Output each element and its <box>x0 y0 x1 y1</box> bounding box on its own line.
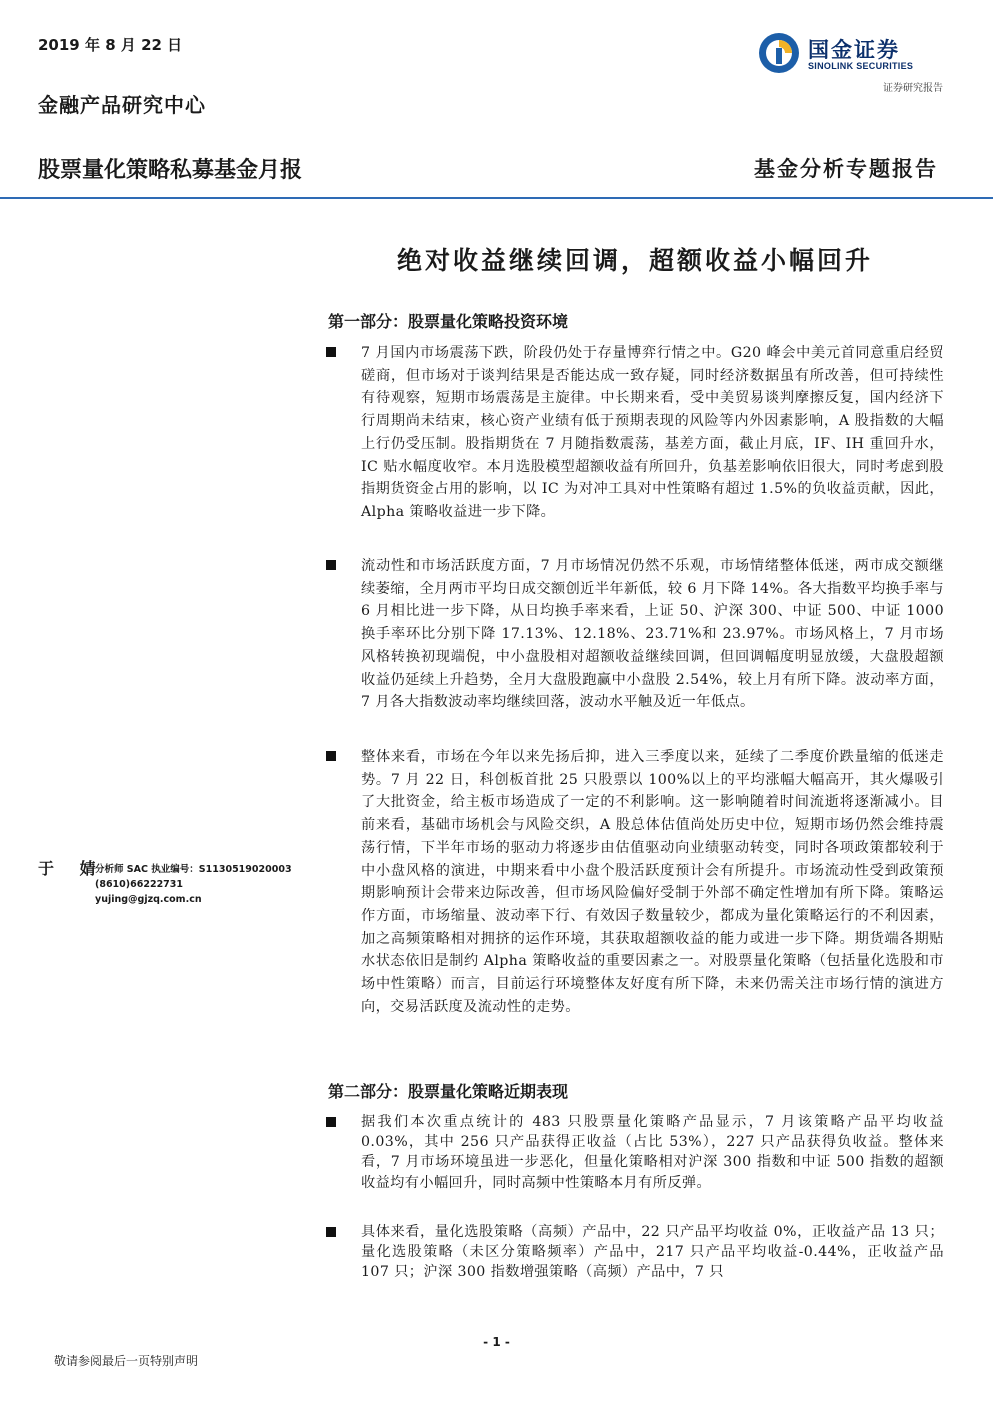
analyst-email: yujing@gjzq.com.cn <box>95 894 202 905</box>
bullet-square-icon <box>326 560 336 570</box>
paragraph-text: 7 月国内市场震荡下跌，阶段仍处于存量博弈行情之中。G20 峰会中美元首同意重启经贸磋商，但市场对于谈判结果是否能达成一致存疑，同时经济数据虽有所改善，但可持续性有待观察，短期市场震荡是主旋律。中长期来看，受中美贸易谈判摩擦反复，国内经济下行周期尚未结束，核心资产业绩有低于预期表现的风险等内外因素影响，A 股指数的大幅上行仍受压制。股指期货在 7 月随指数震荡，基差方面，截止月底，IF、IH 重回升水，IC 贴水幅度收窄。本月选股模型超额收益有所回升，负基差影响依旧很大，同时考虑到股指期货资金占用的影响，以 IC 为对冲工具对中性策略有超过 1.5%的负收益贡献，因此，Alpha 策略收益进一步下降。 <box>361 345 944 520</box>
paragraph-text: 据我们本次重点统计的 483 只股票量化策略产品显示，7 月该策略产品平均收益 0.03%，其中 256 只产品获得正收益（占比 53%），227 只产品获得负收益。整体来看，7 月市场环境虽进一步恶化，但量化策略相对沪深 300 指数和中证 500 指数的超额收益均有小幅回升，同时高频中性策略本月有所反弹。 <box>361 1114 944 1191</box>
report-date: 2019 年 8 月 22 日 <box>38 36 183 54</box>
report-type-label: 基金分析专题报告 <box>754 156 938 181</box>
analyst-phone: (8610)66222731 <box>95 879 184 890</box>
paragraph-text: 具体来看，量化选股策略（高频）产品中，22 只产品平均收益 0%，正收益产品 13 只；量化选股策略（未区分策略频率）产品中，217 只产品平均收益-0.44%，正收益产品 107 只；沪深 300 指数增强策略（高频）产品中，7 只 <box>361 1224 944 1281</box>
paragraph-text: 流动性和市场活跃度方面，7 月市场情况仍然不乐观，市场情绪整体低迷，两市成交额继续萎缩，全月两市平均日成交额创近半年新低，较 6 月下降 14%。各大指数平均换手率与 6 月相比进一步下降，从日均换手率来看，上证 50、沪深 300、中证 500、中证 1000 换手率环比分别下降 17.13%、12.18%、23.71%和 23.97%。市场风格上，7 月市场风格转换初现端倪，中小盘股相对超额收益继续回调，但回调幅度明显放缓，大盘股超额收益仍延续上升趋势，全月大盘股跑赢中小盘股 2.54%，较上月有所下降。波动率方面，7 月各大指数波动率均继续回落，波动水平触及近一年低点。 <box>361 558 944 711</box>
bullet-square-icon <box>326 751 336 761</box>
list-item <box>326 1112 944 1193</box>
disclaimer-note: 敬请参阅最后一页特别声明 <box>54 1354 199 1368</box>
list-item <box>326 746 944 1018</box>
page-number: - 1 - <box>483 1335 510 1349</box>
bullet-square-icon <box>326 1227 336 1237</box>
logo-chinese-name: 国金证券 <box>808 38 900 62</box>
bullet-square-icon <box>326 347 336 357</box>
bullet-square-icon <box>326 1117 336 1127</box>
research-center-name: 金融产品研究中心 <box>38 93 206 117</box>
list-item <box>326 1222 944 1283</box>
analyst-contact <box>95 862 292 907</box>
section-heading-part2: 第二部分：股票量化策略近期表现 <box>328 1082 569 1101</box>
report-headline: 绝对收益继续回调，超额收益小幅回升 <box>396 246 873 275</box>
logo-english-name: SINOLINK SECURITIES <box>808 61 914 71</box>
company-logo <box>758 32 948 76</box>
analyst-name: 于 婧 <box>38 859 106 878</box>
list-item <box>326 555 944 714</box>
list-item <box>326 342 944 524</box>
header-divider <box>0 197 993 199</box>
report-series-title: 股票量化策略私募基金月报 <box>38 158 303 183</box>
logo-mark-icon <box>758 32 800 74</box>
analyst-cert-number: 分析师 SAC 执业编号：S1130519020003 <box>95 864 292 875</box>
report-category-label: 证券研究报告 <box>883 83 943 94</box>
paragraph-text: 整体来看，市场在今年以来先扬后抑，进入三季度以来，延续了二季度价跌量缩的低迷走势。7 月 22 日，科创板首批 25 只股票以 100%以上的平均涨幅大幅高开，其火爆吸引了大批资金，给主板市场造成了一定的不利影响。这一影响随着时间流逝将逐渐减小。目前来看，基础市场机会与风险交织，A 股总体估值尚处历史中位，短期市场仍然会维持震荡行情，下半年市场的驱动力将逐步由估值驱动向业绩驱动转变，同时各项政策都较利于中小盘风格的演进，中期来看中小盘个股活跃度预计会有所提升。市场流动性受到政策预期影响预计会带来边际改善，但市场风险偏好受制于外部不确定性增加有所下降。策略运作方面，市场缩量、波动率下行、有效因子数量较少，都成为量化策略运行的不利因素，加之高频策略相对拥挤的运作环境，其获取超额收益的能力或进一步下降。期货端各期贴水状态依旧是制约 Alpha 策略收益的重要因素之一。对股票量化策略（包括量化选股和市场中性策略）而言，目前运行环境整体友好度有所下降，未来仍需关注市场行情的演进方向，交易活跃度及流动性的走势。 <box>361 749 944 1015</box>
section-heading-part1: 第一部分：股票量化策略投资环境 <box>328 312 569 331</box>
